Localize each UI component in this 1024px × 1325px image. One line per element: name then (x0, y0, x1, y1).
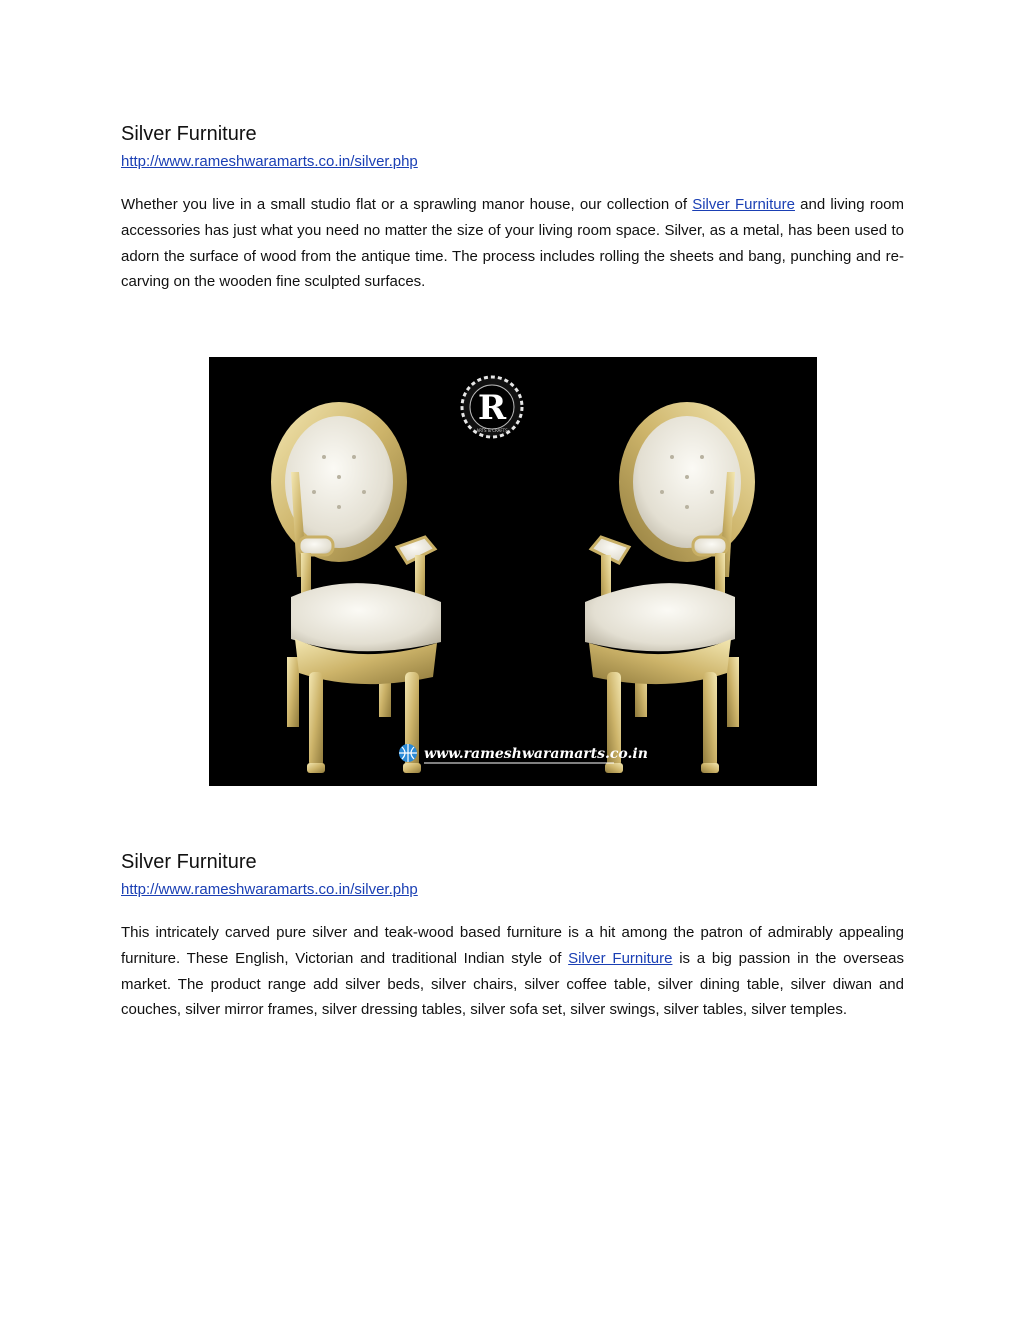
silver-furniture-link[interactable]: Silver Furniture (568, 949, 673, 967)
silver-furniture-link[interactable]: Silver Furniture (692, 196, 795, 213)
website-caption-text: www.rameshwaramarts.co.in (424, 746, 648, 762)
section-1 (121, 122, 904, 295)
logo-letter: R (477, 388, 507, 428)
section-paragraph (121, 192, 904, 295)
paragraph-text-end: and living room accessories has just what you need no matter the size of your living room space. Silver, as a metal, has been used to adorn the surface of wood from the antique time. The process includes rolling the sheets and bang, punching and re-carving on the wooden fine sculpted surfaces. (121, 196, 905, 291)
product-photo-silver-chairs (209, 357, 817, 786)
section-title: Silver Furniture (121, 851, 257, 873)
paragraph-text-end: is a big passion in the overseas market. The product range add silver beds, silver chairs, silver coffee table, silver dining table, silver diwan and couches, silver mirror frames, silver dressing tables, silver sofa set, silver swings, silver tables, silver temples. (121, 949, 904, 1019)
brand-logo (462, 377, 522, 437)
section-paragraph (121, 920, 904, 1023)
paragraph-text-start: This intricately carved pure silver and teak-wood based furniture is a hit among the patron of admirably appealing furniture. These English, Victorian and traditional Indian style of (121, 924, 904, 967)
section-url-link[interactable]: http://www.rameshwaramarts.co.in/silver.php (121, 153, 418, 170)
paragraph-text-start: Whether you live in a small studio flat or a sprawling manor house, our collection of (121, 196, 693, 213)
website-caption (399, 744, 648, 763)
section-title: Silver Furniture (121, 123, 257, 145)
section-url-link[interactable]: http://www.rameshwaramarts.co.in/silver.php (121, 881, 418, 898)
section-2 (121, 850, 904, 1023)
logo-subtext: ARTS & CRAFTS (476, 428, 508, 433)
